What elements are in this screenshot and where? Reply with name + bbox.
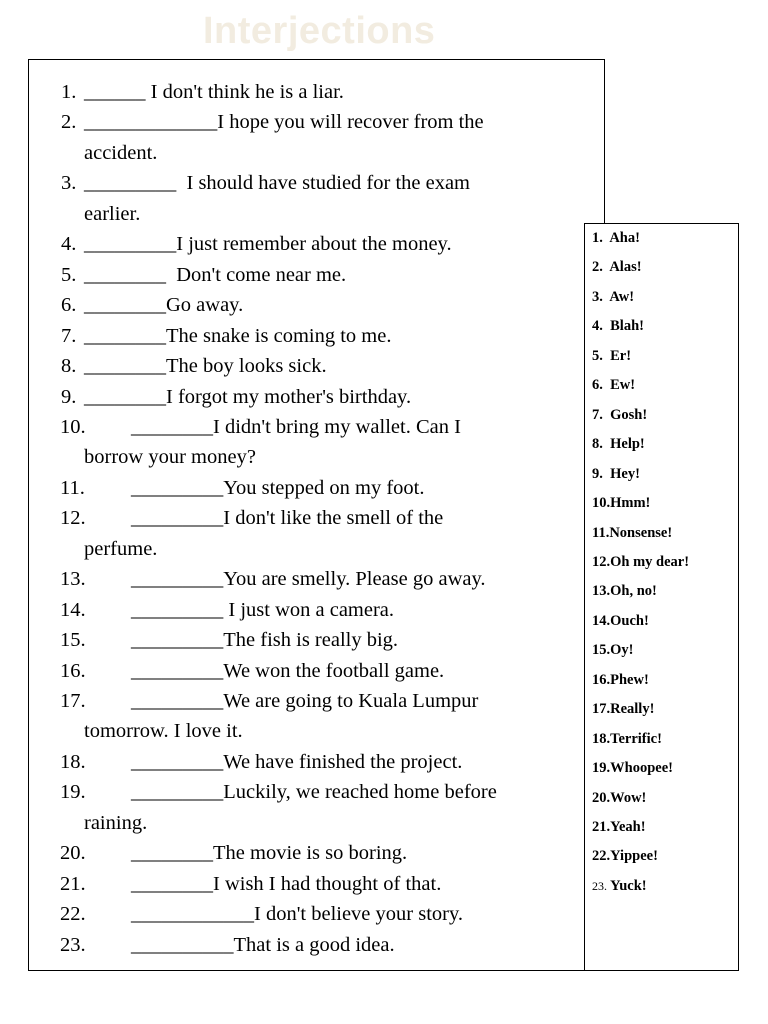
word-bank-item [592,317,644,335]
word-bank-number: 23. [592,878,607,893]
question-text: _________ I just won a camera. [131,598,395,621]
question-number: 7. [61,324,77,347]
word-bank-word: Aw! [609,288,635,305]
question-number: 16. [60,659,86,682]
question-number: 22. [60,903,86,926]
question-text: ______ I don't think he is a liar. [84,81,344,103]
word-bank-number: 18. [592,730,611,747]
question-number: 19. [60,781,86,804]
question-number: 1. [61,81,77,103]
question-text: ________I didn't bring my wallet. Can I [131,415,461,438]
question-number: 18. [60,750,86,773]
word-bank-word: Ouch! [610,612,649,629]
page-title: Interjections [203,10,436,52]
question-number: 20. [60,842,86,865]
question-text: ________The snake is coming to me. [84,324,392,347]
word-bank-number: 10. [592,495,611,512]
question-text: ________The boy looks sick. [84,355,327,378]
word-bank-word: Oy! [610,642,634,659]
question-text: _________You are smelly. Please go away. [131,568,486,591]
word-bank-item [592,376,635,394]
question-number: 10. [60,415,86,438]
word-bank-item [592,730,662,748]
question-text-continued: raining. [84,811,148,834]
question-text: ________I forgot my mother's birthday. [84,385,412,408]
word-bank-word: Yuck! [610,877,647,894]
word-bank-item [592,612,649,630]
word-bank-word: Really! [610,701,655,718]
word-bank-item [592,847,658,865]
word-bank-item [592,494,650,512]
question-text: _________ I should have studied for the exam [84,172,471,195]
word-bank-word: Hmm! [610,495,651,512]
question-text: _________Luckily, we reached home before [131,781,497,804]
word-bank-number: 20. [592,789,611,806]
word-bank-word: Alas! [609,259,642,276]
word-bank-word: Blah! [610,318,644,335]
word-bank-word: Phew! [610,671,649,688]
question-number: 14. [60,598,86,621]
question-text: _________You stepped on my foot. [131,476,425,499]
word-bank-number: 6. [592,377,603,394]
question-text-continued: earlier. [84,202,141,225]
question-text-continued: perfume. [84,537,158,560]
question-text: _________We won the football game. [131,659,445,682]
word-bank-number: 12. [592,553,611,570]
question-text: _________We have finished the project. [131,750,463,773]
word-bank-word: Nonsense! [609,524,673,541]
question-number: 21. [60,872,86,895]
word-bank-word: Whoopee! [610,760,673,777]
word-bank-number: 9. [592,465,603,482]
question-number: 23. [60,933,86,956]
word-bank-number: 1. [592,230,603,246]
word-bank-item [592,465,640,483]
word-bank-word: Yippee! [610,848,658,865]
question-text: _________The fish is really big. [131,629,399,652]
question-text: _________I just remember about the money. [84,233,452,256]
word-bank-word: Help! [610,436,645,453]
word-bank-number: 3. [592,288,603,305]
question-number: 4. [61,233,77,256]
question-text: ____________I don't believe your story. [131,903,464,926]
question-number: 5. [61,263,77,286]
question-text: ________ Don't come near me. [84,263,347,286]
word-bank-item [592,258,642,276]
word-bank-number: 15. [592,642,611,659]
question-number: 11. [60,476,85,499]
word-bank-number: 11. [592,524,610,541]
word-bank-item [592,229,640,247]
word-bank-item [592,818,646,836]
word-bank-number: 17. [592,701,611,718]
question-number: 12. [60,507,86,530]
question-text: ________The movie is so boring. [131,842,408,865]
word-bank-number: 16. [592,671,611,688]
question-text: ________I wish I had thought of that. [131,872,442,895]
question-number: 6. [61,294,77,317]
word-bank-number: 22. [592,848,611,865]
question-text-continued: accident. [84,141,158,164]
question-number: 13. [60,568,86,591]
word-bank-item [592,877,647,895]
word-bank-item [592,641,633,659]
word-bank-item [592,524,672,542]
word-bank-word: Hey! [610,465,640,482]
word-bank-word: Aha! [609,230,640,246]
question-number: 8. [61,355,77,378]
word-bank-number: 2. [592,259,603,276]
word-bank-item [592,406,647,424]
word-bank-word: Oh my dear! [610,553,690,570]
word-bank-number: 14. [592,612,611,629]
word-bank-item [592,288,634,306]
word-bank-word: Terrific! [610,730,662,747]
word-bank-item [592,789,646,807]
word-bank-word: Oh, no! [610,583,657,600]
word-bank-item [592,759,673,777]
word-bank-number: 8. [592,436,603,453]
word-bank-item [592,347,631,365]
word-bank-item [592,582,657,600]
question-number: 17. [60,690,86,712]
question-number: 9. [61,385,77,408]
word-bank-number: 21. [592,819,611,835]
word-bank-word: Ew! [610,377,636,394]
word-bank-number: 4. [592,318,603,335]
word-bank-item [592,435,645,453]
word-bank-word: Yeah! [610,819,646,835]
word-bank-number: 13. [592,583,611,600]
question-text: __________That is a good idea. [131,933,395,956]
word-bank-item [592,553,689,571]
word-bank-word: Er! [610,347,632,364]
word-bank-number: 7. [592,406,603,423]
word-bank-number: 19. [592,760,611,777]
question-text: _____________I hope you will recover from the [84,111,484,134]
question-number: 15. [60,629,86,652]
question-text: ________Go away. [84,294,244,317]
question-number: 3. [61,172,77,195]
word-bank-number: 5. [592,347,603,364]
question-number: 2. [61,111,77,134]
question-text-continued: borrow your money? [84,446,256,469]
word-bank-word: Wow! [610,789,647,806]
word-bank-item [592,671,649,689]
word-bank-word: Gosh! [610,406,648,423]
question-text: _________I don't like the smell of the [131,507,444,530]
word-bank-item [592,700,654,718]
question-text-continued: tomorrow. I love it. [84,720,243,743]
question-text: _________We are going to Kuala Lumpur [131,690,479,712]
